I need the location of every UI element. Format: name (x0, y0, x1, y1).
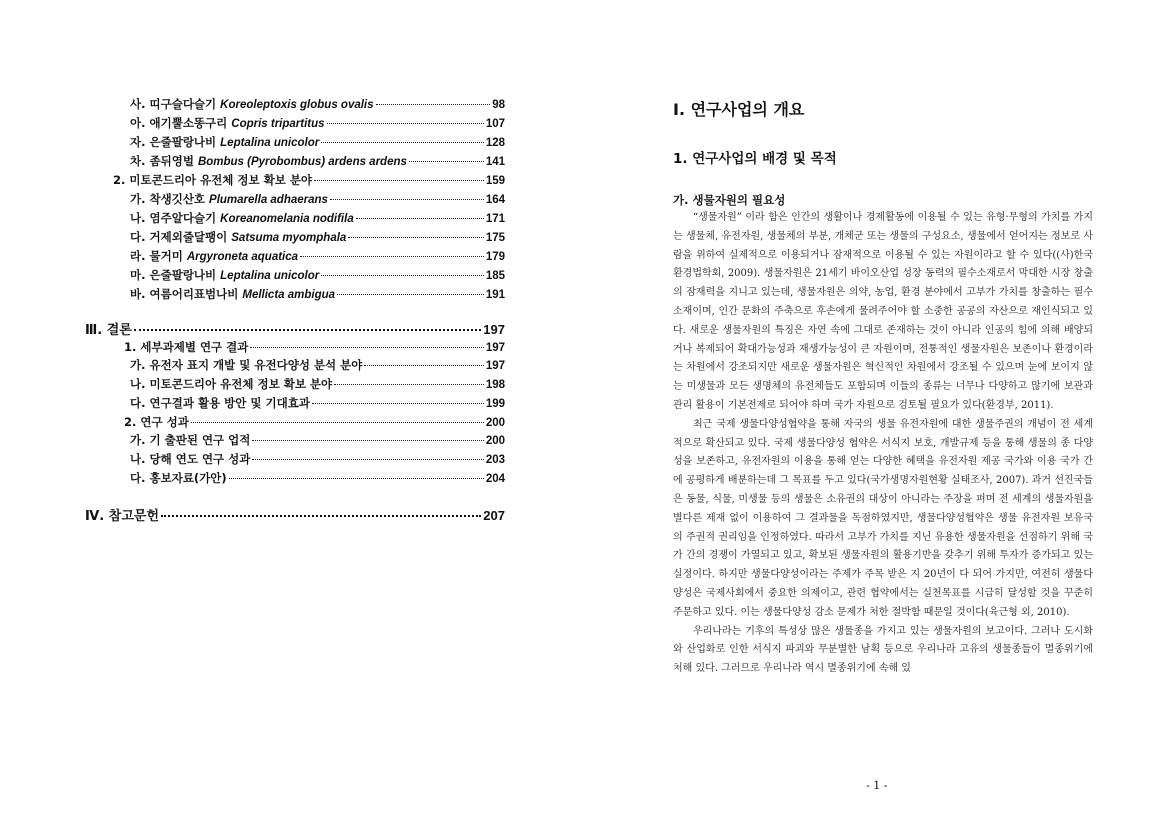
toc-entry[interactable] (124, 414, 505, 430)
toc-entry[interactable] (130, 248, 505, 264)
toc-entry-label: 미토콘드리아 유전체 정보 확보 분야 (129, 173, 313, 187)
toc-entry-scientific-name: Satsuma myomphala (231, 232, 347, 244)
dot-leader (134, 329, 481, 331)
toc-entry-number: 다. (130, 230, 146, 244)
toc-entry-page: 197 (485, 360, 505, 372)
toc-entry-number: 바. (130, 287, 146, 301)
toc-entry-label: 당해 연도 연구 성과 (149, 452, 251, 466)
toc-entry-label: 연구결과 활용 방안 및 기대효과 (149, 396, 310, 410)
toc-entry-number: 1. (124, 340, 137, 354)
dot-leader (191, 422, 484, 423)
paragraph: 최근 국제 생물다양성협약을 통해 자국의 생물 유전자원에 대한 생물주권의 개념이 전 세계적으로 확산되고 있다. 국제 생물다양성 협약은 서식지 보호, 개발규제 등을 통해 생물의 종 다양성을 보존하고, 유전자원의 이용을 통해 얻는 다양한 혜택을 유전자원 제공 국가와 이용 국가 간에 공평하게 배분하는데 그 목표를 두고 있다(국가생명자원현황 실태조사, 2007). 과거 선진국들은 동물, 식물, 미생물 등의 생물은 소유권의 대상이 아니라는 주장을 펴며 전 세계의 생물자원을 별다른 제재 없이 이용하여 그 결과물을 독점하였지만, 생물다양성협약은 생물 유전자원 보유국의 주권적 권리임을 인정하였다. 따라서 고부가 가치를 지닌 유용한 생물자원을 선점하기 위해 국가 간의 경쟁이 가열되고 있고, 확보된 생물자원의 활용기반을 갖추기 위해 투자가 증가되고 있는 실정이다. 하지만 생물다양성이라는 주제가 주목 받은 지 20년이 다 되어 가지만, 여전히 생물다양성은 국제사회에서 중요한 의제이고, 관련 협약에서는 실천목표를 시급히 달성할 것을 꾸준히 주문하고 있다. 이는 생물다양성 감소 문제가 처한 절박함 때문일 것이다(육근형 외, 2010). (673, 418, 1093, 618)
toc-entry-scientific-name: Leptalina unicolor (220, 270, 320, 282)
dot-leader (314, 180, 484, 181)
toc-entry-label: 세부과제별 연구 결과 (140, 340, 249, 354)
body-text (673, 209, 1093, 679)
toc-entry-scientific-name: Argyroneta aquatica (186, 251, 299, 263)
paragraph: 우리나라는 기후의 특성상 많은 생물종을 가지고 있는 생물자원의 보고이다. 그러나 도시화와 산업화로 인한 서식지 파괴와 무분별한 남획 등으로 우리나라 고유의 생물종들이 멸종위기에 처해 있다. 그러므로 우리나라 역시 멸종위기에 속해 있 (673, 625, 1093, 675)
toc-entry-page: 141 (485, 156, 505, 168)
toc-entry-page: 185 (485, 270, 505, 282)
dot-leader (250, 347, 483, 348)
toc-entry-number: 가. (130, 358, 146, 372)
toc-entry-page: 191 (485, 289, 505, 301)
toc-entry[interactable] (130, 376, 505, 392)
toc-entry-number: 자. (130, 135, 146, 149)
toc-entry[interactable] (130, 191, 505, 207)
toc-entry-label: 미토콘드리아 유전체 정보 확보 분야 (149, 377, 333, 391)
dot-leader (252, 440, 483, 441)
paragraph: “생물자원” 이라 함은 인간의 생활이나 경제활동에 이용될 수 있는 유형·무형의 가치를 가지는 생물체, 유전자원, 생물체의 부분, 개체군 또는 생물의 구성요소, 생물에서 얻어지는 정보로 사람을 위하여 실제적으로 이용되거나 잠재적으로 이용될 수 있는 자원이라고 할 수 있다((사)한국환경법학회, 2009). 생물자원은 21세기 바이오산업 성장 동력의 필수소재로서 막대한 시장 창출의 잠재력을 지니고 있는데, 생물자원은 의약, 농업, 환경 분야에서 고부가 가치를 창출하는 필수 소재이며, 인간 문화의 주축으로 후손에게 물려주어야 할 소중한 공공의 자산으로 재인식되고 있다. 새로운 생물자원의 특징은 자연 속에 그대로 존재하는 것이 아니라 인공의 힘에 의해 배양되거나 복제되어 확대가능성과 재생가능성이 큰 자원이며, 전통적인 생물자원은 보존이나 환경이라는 차원에서 강조되지만 새로운 생물자원은 혁신적인 차원에서 강조될 수 있으며 눈에 보이지 않는 미생물과 모든 생명체의 유전체들도 포함되며 이들의 종류는 너무나 다양하고 많기에 보관과 관리 활용이 기본전제로 되어야 하며 국가 자원으로 검토될 필요가 있다(환경부, 2011). (673, 212, 1093, 411)
toc-entry-scientific-name: Mellicta ambigua (242, 289, 336, 301)
chapter-title: Ⅰ. 연구사업의 개요 (673, 100, 805, 119)
toc-entry-label: 홍보자료(가안) (149, 471, 227, 485)
toc-page (0, 0, 586, 830)
toc-entry-page: 200 (485, 417, 505, 429)
toc-entry-number: 나. (130, 452, 146, 466)
toc-entry-page: 207 (483, 508, 505, 523)
toc-entry[interactable] (130, 229, 505, 245)
toc-entry-label: 거제외줄달팽이 (149, 230, 228, 244)
toc-entry-number: 가. (130, 192, 146, 206)
toc-entry-label: 참고문헌 (108, 509, 159, 524)
toc-entry[interactable] (130, 210, 505, 226)
toc-entry[interactable] (130, 432, 505, 448)
dot-leader (334, 384, 484, 385)
subsection-title: 가. 생물자원의 필요성 (673, 193, 786, 207)
toc-entry-number: 가. (130, 433, 146, 447)
toc-entry[interactable] (130, 115, 505, 131)
toc-entry-page: 197 (485, 342, 505, 354)
toc-entry-label: 좀뒤영벌 (149, 154, 194, 168)
toc-entry[interactable] (124, 339, 505, 355)
toc-entry-number: 나. (130, 377, 146, 391)
toc-entry-page: 204 (485, 473, 505, 485)
toc-entry-number: 나. (130, 211, 146, 225)
toc-entry-label: 유전자 표지 개발 및 유전다양성 분석 분야 (149, 358, 363, 372)
toc-entry-page: 199 (485, 398, 505, 410)
toc-entry-scientific-name: Koreanomelania nodifila (220, 213, 354, 225)
dot-leader (229, 478, 484, 479)
dot-leader (409, 161, 484, 162)
toc-entry-page: 179 (485, 251, 505, 263)
toc-entry-number: 라. (130, 249, 146, 263)
toc-entry-scientific-name: Leptalina unicolor (220, 137, 320, 149)
toc-entry-number: Ⅲ. (85, 323, 103, 338)
toc-entry[interactable] (113, 172, 505, 188)
toc-entry-label: 염주알다슬기 (149, 211, 217, 225)
toc-entry-page: 197 (483, 322, 505, 337)
dot-leader (327, 123, 484, 124)
toc-entry-page: 159 (485, 175, 505, 187)
dot-leader (348, 237, 484, 238)
toc-entry-label: 은줄팔랑나비 (149, 268, 217, 282)
toc-entry-page: 128 (485, 137, 505, 149)
toc-entry[interactable] (130, 153, 505, 169)
toc-entry-page: 107 (485, 118, 505, 130)
dot-leader (252, 459, 483, 460)
page-number: - 1 - (866, 779, 888, 792)
toc-entry-page: 175 (485, 232, 505, 244)
toc-entry-label: 여름어리표범나비 (149, 287, 239, 301)
dot-leader (321, 275, 484, 276)
toc-entry-number: 사. (130, 97, 146, 111)
toc-entry[interactable] (130, 286, 505, 302)
toc-entry-page: 164 (485, 194, 505, 206)
toc-entry-scientific-name: Plumarella adhaerans (209, 194, 328, 206)
toc-entry-number: 2. (124, 415, 137, 429)
toc-entry-number: 차. (130, 154, 146, 168)
dot-leader (364, 365, 483, 366)
toc-entry-label: 물거미 (149, 249, 183, 263)
dot-leader (312, 403, 484, 404)
toc-entry[interactable] (130, 395, 505, 411)
toc-chapter[interactable] (85, 505, 505, 524)
toc-entry-label: 연구 성과 (140, 415, 189, 429)
toc-entry[interactable] (130, 96, 505, 112)
toc-chapter[interactable] (85, 319, 505, 338)
toc-entry-label: 결론 (106, 323, 132, 338)
toc-entry[interactable] (130, 134, 505, 150)
dot-leader (161, 515, 481, 517)
dot-leader (300, 256, 484, 257)
dot-leader (376, 104, 491, 105)
toc-entry-number: 마. (130, 268, 146, 282)
toc-entry[interactable] (130, 267, 505, 283)
toc-entry[interactable] (130, 470, 505, 486)
toc-entry-number: 다. (130, 396, 146, 410)
toc-entry-number: 다. (130, 471, 146, 485)
toc-entry-page: 171 (485, 213, 505, 225)
toc-entry-label: 애기뿔소똥구리 (149, 116, 228, 130)
toc-entry-scientific-name: Koreoleptoxis globus ovalis (220, 99, 374, 111)
dot-leader (330, 199, 484, 200)
toc-entry-page: 200 (485, 435, 505, 447)
toc-entry-scientific-name: Copris tripartitus (231, 118, 325, 130)
toc-entry-label: 은줄팔랑나비 (149, 135, 217, 149)
toc-entry-label: 기 출판된 연구 업적 (149, 433, 251, 447)
section-title: 1. 연구사업의 배경 및 목적 (673, 151, 837, 167)
toc-entry-number: Ⅳ. (85, 509, 105, 524)
toc-entry-page: 203 (485, 454, 505, 466)
toc-entry-label: 착생깃산호 (149, 192, 206, 206)
dot-leader (356, 218, 484, 219)
toc-entry-number: 2. (113, 173, 126, 187)
toc-entry-number: 아. (130, 116, 146, 130)
dot-leader (337, 294, 484, 295)
toc-entry-scientific-name: Bombus (Pyrobombus) ardens ardens (197, 156, 407, 168)
toc-entry[interactable] (130, 451, 505, 467)
dot-leader (321, 142, 484, 143)
toc-entry-page: 198 (485, 379, 505, 391)
toc-entry-page: 98 (492, 99, 505, 111)
toc-entry-label: 띠구슬다슬기 (149, 97, 217, 111)
toc-entry[interactable] (130, 357, 505, 373)
